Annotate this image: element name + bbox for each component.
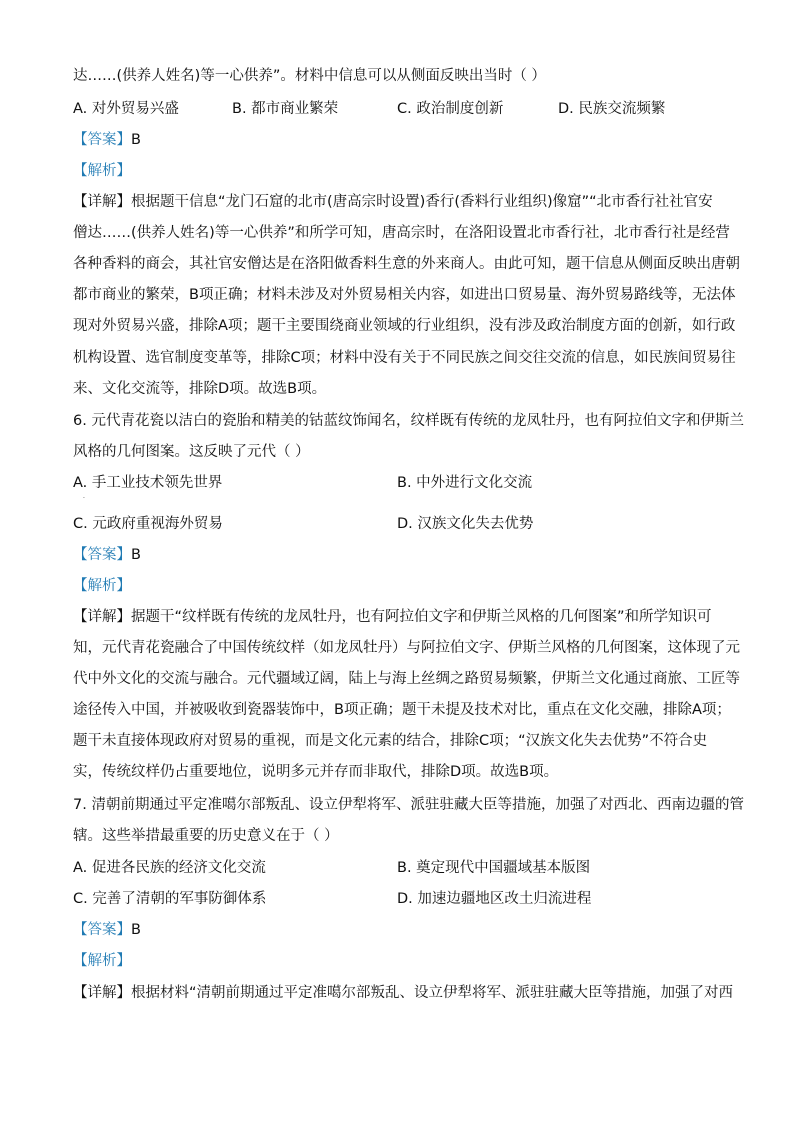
q7-option-a: A. 促进各民族的经济文化交流 <box>73 860 266 876</box>
q6-detail-line: 知，元代青花瓷融合了中国传统纹样（如龙凤牡丹）与阿拉伯文字、伊斯兰风格的几何图案，这体现了元 <box>73 640 740 656</box>
answer-tag: 【答案】 <box>73 922 131 938</box>
q6-detail-line <box>73 607 725 627</box>
q7-option-b: B. 奠定现代中国疆域基本版图 <box>397 860 591 876</box>
detail-tag: 【详解】 <box>73 985 131 1001</box>
q5-analysis-heading <box>73 161 725 181</box>
analysis-tag: 【解析】 <box>73 578 131 594</box>
answer-value: B <box>131 132 141 148</box>
q7-detail-line <box>73 983 734 1003</box>
q5-option-d: D. 民族交流频繁 <box>558 101 666 117</box>
q5-detail-line: 来、文化交流等，排除D项。故选B项。 <box>73 381 327 397</box>
question-6-stem: 6. 元代青花瓷以洁白的瓷胎和精美的钴蓝纹饰闻名，纹样既有传统的龙凤牡丹，也有阿拉伯文字和伊斯兰 <box>73 413 744 429</box>
q7-analysis-heading <box>73 951 725 971</box>
q5-option-c: C. 政治制度创新 <box>397 101 504 117</box>
answer-tag: 【答案】 <box>73 547 131 563</box>
q5-option-b: B. 都市商业繁荣 <box>232 101 339 117</box>
q5-detail-line: 僧达……(供养人姓名)等一心供养”和所学可知，唐高宗时，在洛阳设置北市香行社，北市香行社是经营 <box>73 225 730 241</box>
detail-text: 根据题干信息“龙门石窟的北市(唐高宗时设置)香行(香料行业组织)像窟”“北市香行社社官安 <box>131 194 713 210</box>
q6-detail-line: 途径传入中国，并被吸收到瓷器装饰中，B项正确；题干未提及技术对比，重点在文化交融，排除A项； <box>73 702 731 718</box>
q6-analysis-heading <box>73 576 725 596</box>
q6-detail-line: 题干未直接体现政府对贸易的重视，而是文化元素的结合，排除C项；“汉族文化失去优势”不符合史 <box>73 733 708 749</box>
q5-detail-line: 都市商业的繁荣，B项正确；材料未涉及对外贸易相关内容，如进出口贸易量、海外贸易路线等，无法体 <box>73 287 736 303</box>
detail-text: 根据材料“清朝前期通过平定准噶尔部叛乱、设立伊犁将军、派驻驻藏大臣等措施，加强了对西 <box>131 985 734 1001</box>
stray-dot: . <box>83 493 85 500</box>
q6-detail-line: 代中外文化的交流与融合。元代疆域辽阔，陆上与海上丝绸之路贸易频繁，伊斯兰文化通过商旅、工匠等 <box>73 671 740 687</box>
question-7-stem: 辖。这些举措最重要的历史意义在于（ ） <box>73 828 339 844</box>
analysis-tag: 【解析】 <box>73 953 131 969</box>
q5-detail-line: 现对外贸易兴盛，排除A项；题干主要围绕商业领域的行业组织，没有涉及政治制度方面的创新，如行政 <box>73 318 736 334</box>
q7-answer <box>73 920 725 940</box>
q7-option-d: D. 加速边疆地区改土归流进程 <box>397 891 592 907</box>
answer-value: B <box>131 547 141 563</box>
detail-tag: 【详解】 <box>73 194 131 210</box>
q6-option-d: D. 汉族文化失去优势 <box>397 516 534 532</box>
question-6-stem: 风格的几何图案。这反映了元代（ ） <box>73 444 310 460</box>
q5-detail-line <box>73 192 725 212</box>
q5-detail-line: 各种香料的商会，其社官安僧达是在洛阳做香料生意的外来商人。由此可知，题干信息从侧面反映出唐朝 <box>73 256 740 272</box>
q6-option-b: B. 中外进行文化交流 <box>397 475 533 491</box>
question-7-stem: 7. 清朝前期通过平定准噶尔部叛乱、设立伊犁将军、派驻驻藏大臣等措施，加强了对西北、西南边疆的管 <box>73 797 744 813</box>
answer-value: B <box>131 922 141 938</box>
question-5-stem: 达……(供养人姓名)等一心供养”。材料中信息可以从侧面反映出当时（ ） <box>73 68 546 84</box>
detail-text: 据题干“纹样既有传统的龙凤牡丹，也有阿拉伯文字和伊斯兰风格的几何图案”和所学知识可 <box>131 609 712 625</box>
q6-detail-line: 实，传统纹样仍占重要地位，说明多元并存而非取代，排除D项。故选B项。 <box>73 764 559 780</box>
q6-option-c: C. 元政府重视海外贸易 <box>73 516 223 532</box>
q5-option-a: A. 对外贸易兴盛 <box>73 101 179 117</box>
answer-tag: 【答案】 <box>73 132 131 148</box>
q5-answer <box>73 130 725 150</box>
q6-option-a: A. 手工业技术领先世界 <box>73 475 223 491</box>
detail-tag: 【详解】 <box>73 609 131 625</box>
q5-detail-line: 机构设置、选官制度变革等，排除C项；材料中没有关于不同民族之间交往交流的信息，如民族间贸易往 <box>73 350 736 366</box>
q7-option-c: C. 完善了清朝的军事防御体系 <box>73 891 267 907</box>
q6-answer <box>73 545 725 565</box>
analysis-tag: 【解析】 <box>73 163 131 179</box>
